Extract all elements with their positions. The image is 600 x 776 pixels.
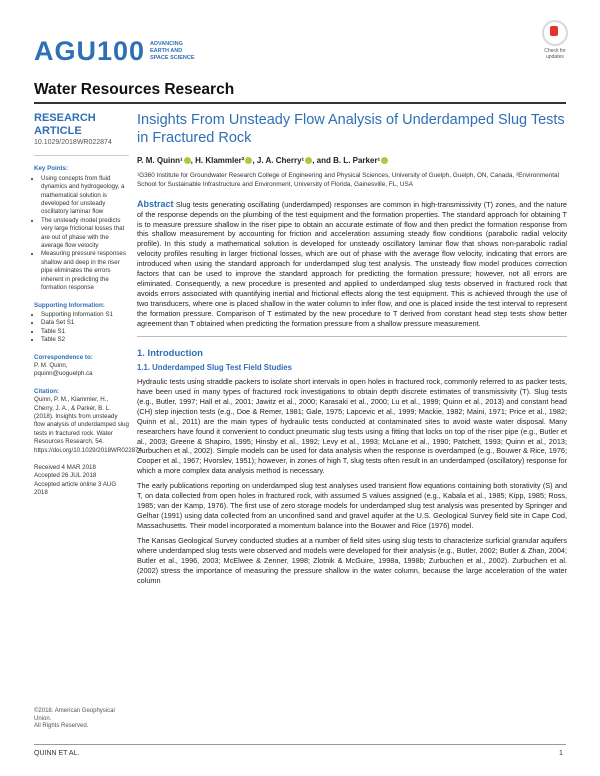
- date-accepted: Accepted 26 JUL 2018: [34, 472, 97, 480]
- article-dates: [34, 464, 129, 498]
- body-paragraph: The Kansas Geological Survey conducted studies at a number of field sites using slug tests to characterize surficial granular aquifers where underdamped slug tests were observed and models were developed for their analysis (e.g., Butler, 2002; Butler & Zhan, 2004; Butler et al., 1996, 2003; McElwee & Zenner, 1998; Zlotnik & McGuire, 1998a, 1998b; Zurbuchen et al., 2002). Zurbuchen et al. (2002) stress the importance of measuring the pressure shallow in the water column, because the large acceleration of the water column: [137, 536, 567, 585]
- key-point: • The unsteady model predicts very large frictional losses that are out of phase with the average flow velocity: [41, 217, 129, 251]
- key-points-list: [34, 175, 129, 293]
- orcid-icon[interactable]: [381, 157, 388, 164]
- sidebar-divider: [34, 155, 129, 156]
- supporting-info-item[interactable]: • Table S1: [41, 328, 129, 336]
- sidebar: [34, 112, 143, 498]
- article-type: RESEARCH ARTICLE: [34, 112, 96, 137]
- date-received: Received 4 MAR 2018: [34, 464, 96, 471]
- correspondence-name: P. M. Quinn,: [34, 361, 68, 369]
- supporting-info-item[interactable]: • Supporting Information S1: [41, 311, 129, 319]
- author-list: P. M. Quinn¹ , H. Klammler² , J. A. Cherry¹ , and B. L. Parker¹: [137, 156, 567, 165]
- key-point: • Using concepts from fluid dynamics and hydrogeology, a mathematical solution is developed for unsteady oscillatory laminar flow: [41, 175, 129, 217]
- key-point: • Measuring pressure responses shallow and deep in the riser pipe eliminates the errors inherent in predicting the formation response: [41, 250, 129, 292]
- key-points-heading: Key Points:: [34, 165, 69, 173]
- page-number: 1: [559, 750, 563, 757]
- copyright-line: All Rights Reserved.: [34, 723, 89, 729]
- running-head: QUINN ET AL.: [34, 750, 80, 757]
- author: P. M. Quinn¹: [137, 156, 183, 165]
- section-heading: 1. Introduction: [137, 347, 203, 359]
- agu-tagline: ADVANCING EARTH AND SPACE SCIENCE: [150, 41, 195, 61]
- body-paragraph: The early publications reporting on underdamped slug test analyses used transient flow equations containing both storativity (S) and T, on data collected from open holes in fractured rock, with assumed S values assigned (e.g., Kabala et al., 1985; Kipp, 1985; Ross, 1985; van der Kamp, 1976). The first use of zero storage models for underdamped slug test analysis was presented by Springer and Gelhar (1991) using data collected from an unconfined sand and gravel aquifer at the U.S. Geological Survey field site in Cape Cod, Massachusetts. Their model incorporated a momentum balance into the Bouwer and Rice (1976) model.: [137, 481, 567, 531]
- header-divider: [34, 102, 566, 104]
- abstract-label: Abstract: [137, 198, 174, 209]
- abstract-text: Slug tests generating oscillating (underdamped) responses are common in high-transmissivity (T) zones, and the nature of the response depends on the plumbing of the test equipment and the formation properties. The standard approach for obtaining T is to measure pressure shallow in the riser pipe to obtain an accurate estimate of flow and then predict the formation response from this shallow measurement by accounting for friction and acceleration assuming steady flow conditions (parabolic radial velocity profile). In this study a mathematical solution is developed for unsteady oscillatory laminar flow that shows non-parabolic radial velocity profiles resulting in larger frictional losses, which are out of phase with the average flow velocity, indicating that errors are introduced when using the standard approach for underdamped slug test analysis. The unsteady flow model produces correction factors that can be used to improve the standard approach for predicting the formation pressure; however, not all errors are eliminated. Consequently, a new procedure is presented and applied to underdamped slug tests observed in fractured rock that avoids errors associated with quantifying inertial and frictional effects along the test equipment. This is achieved through the use of two transducers, where one is placed shallow in the water column to infer flow, and one is placed inside the test interval to represent the formation pressure. Comparison of T estimated by the new procedure to T derived from constant head step tests show better agreement than T obtained when predicting the formation pressure from a shallow pressure measurement.: [137, 199, 567, 329]
- correspondence-email[interactable]: pquinn@uoguelph.ca: [34, 370, 93, 378]
- article-doi[interactable]: 10.1029/2018WR022874: [34, 139, 112, 146]
- body-paragraph: Hydraulic tests using straddle packers to isolate short intervals in open holes in fractured rock, commonly referred to as packer tests, have been used in many types of fractured rock investigations to obtain depth discrete estimates of transmissivity (T). Slug tests (e.g., Butler, 1997; Hall et al., 2001; Jawitz et al., 2000; Karasaki et al., 2000; Lu et al., 1999; Quinn et al., 2013) and constant head (CH) step injection tests (e.g., Doe & Remer, 1981; Gale, 1975; Lapcevic et al., 1999; Mackie, 1982; Maini, 1971; Price et al., 1982; Quinn et al., 2011) are the main types of hydraulic tests conducted at contaminated sites to avoid waste water disposal. Many researchers have found it convenient to conduct pneumatic slug tests using a fitting that locks on top of the riser pipe (e.g., Butler et al., 2003; Greene & Shapiro, 1995; Hinsby et al., 1992; Levy et al., 1993; McLane et al., 1990; Patchett, 1993; Quinn et al., 2013; Zurbuchen et al., 2002). Simple models can be used for data analysis when the response is overdamped (e.g., Bouwer & Rice, 1976; Cooper et al., 1967; Hvorslev, 1951); however, in zones of high T, slug tests often result in an underdamped (oscillatory) response for which a more complex data analysis method is necessary.: [137, 376, 567, 476]
- check-updates-icon: [542, 20, 568, 46]
- author: J. A. Cherry¹: [256, 156, 305, 165]
- date-online: Accepted article online 3 AUG 2018: [34, 480, 117, 497]
- author: and B. L. Parker¹: [316, 156, 381, 165]
- article-title: Insights From Unsteady Flow Analysis of Underdamped Slug Tests in Fractured Rock: [137, 112, 565, 146]
- affiliations: ¹G360 Institute for Groundwater Research College of Engineering and Physical Sciences, University of Guelph, Guelph, ON, Canada, ²Environmental School for Sustainable Infrastructure and Environment, University of Florida, Gainesville, FL, USA: [137, 172, 560, 188]
- orcid-icon[interactable]: [245, 157, 252, 164]
- agu-logo-text: AGU100: [34, 36, 146, 66]
- supporting-info-item[interactable]: • Data Set S1: [41, 319, 129, 327]
- check-updates-label: Check for updates: [544, 48, 566, 60]
- abstract: [137, 200, 567, 329]
- citation-text: Quinn, P. M., Klammler, H., Cherry, J. A., & Parker, B. L. (2018). Insights from unsteady flow analysis of underdamped slug tests in fractured rock. Water Resources Research, 54. https://doi.org/10.1029/2018WR022874: [34, 396, 143, 454]
- author: H. Klammler²: [195, 156, 245, 165]
- citation-heading: Citation:: [34, 387, 60, 395]
- main-column: [137, 112, 567, 586]
- subsection-heading: 1.1. Underdamped Slug Test Field Studies: [137, 362, 292, 372]
- correspondence-heading: Correspondence to:: [34, 353, 93, 361]
- orcid-icon[interactable]: [184, 157, 191, 164]
- check-for-updates-button[interactable]: [540, 20, 570, 60]
- copyright-line: ©2018. American Geophysical Union.: [34, 708, 115, 722]
- footer-divider: [34, 744, 566, 745]
- section-divider: [137, 336, 567, 337]
- supporting-info-item[interactable]: • Table S2: [41, 336, 129, 344]
- supporting-info-heading: Supporting Information:: [34, 301, 105, 309]
- agu-logo: [34, 36, 195, 66]
- copyright: [34, 708, 129, 731]
- supporting-info-list: [34, 311, 129, 345]
- journal-title: Water Resources Research: [34, 81, 235, 98]
- orcid-icon[interactable]: [305, 157, 312, 164]
